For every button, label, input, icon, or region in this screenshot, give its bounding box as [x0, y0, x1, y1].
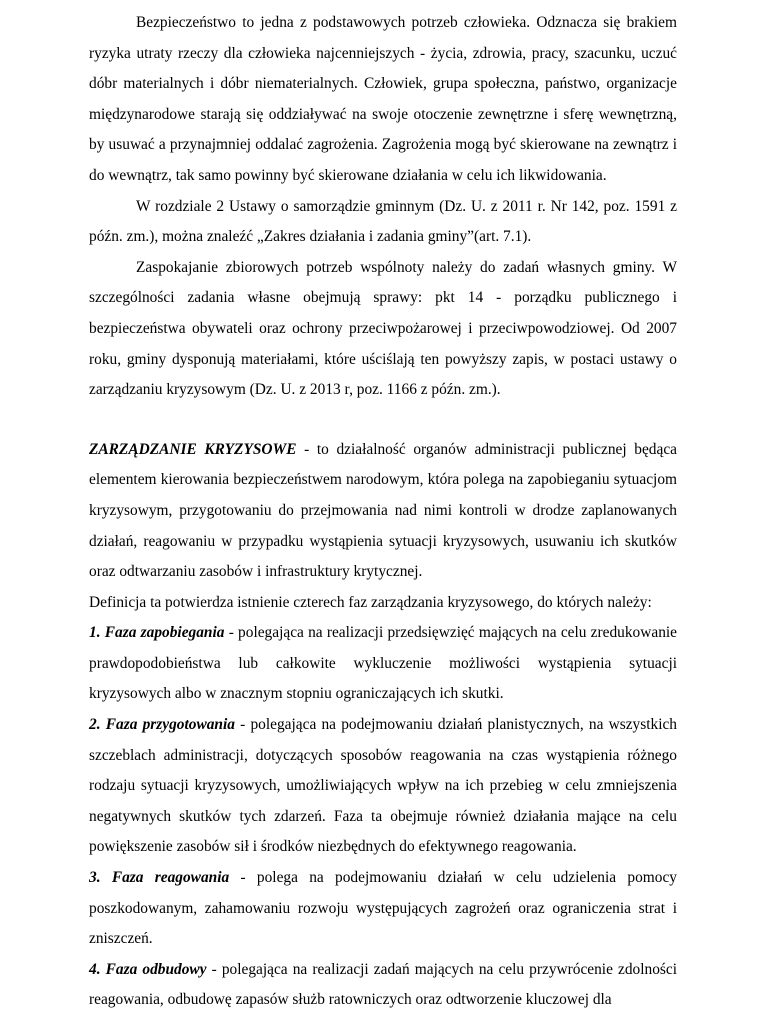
paragraph-act-chapter: W rozdziale 2 Ustawy o samorządzie gminnym (Dz. U. z 2011 r. Nr 142, poz. 1591 z późn. zm.), można znaleźć „Zakres działania i zadania gminy”(art. 7.1).	[89, 197, 677, 246]
document-page	[89, 8, 677, 1016]
definition-paragraph	[89, 435, 677, 588]
phase-text: - polegająca na realizacji zadań mających na celu przywrócenie zdolności reagowania, odbudowę zapasów służb ratowniczych oraz odtworzenie kluczowej dla	[89, 960, 677, 1009]
phases-intro: Definicja ta potwierdza istnienie czterech faz zarządzania kryzysowego, do których należy:	[89, 593, 652, 611]
phase-term: 4. Faza odbudowy	[89, 960, 207, 978]
phase-text: - polegająca na podejmowaniu działań planistycznych, na wszystkich szczeblach administracji, dotyczących sposobów reagowania na czas wystąpienia różnego rodzaju sytuacji kryzysowych, umożliwiających wpływ na ich przebieg w celu zmniejszenia negatywnych skutków tych zdarzeń. Faza ta obejmuje również działania mające na celu powiększenie zasobów sił i środków niezbędnych do efektywnego reagowania.	[89, 716, 677, 856]
phase-item-preparation	[89, 710, 677, 863]
phase-item-prevention	[89, 618, 677, 710]
phase-term: 1. Faza zapobiegania	[89, 624, 225, 642]
phase-item-recovery	[89, 955, 677, 1016]
paragraph-security: Bezpieczeństwo to jedna z podstawowych potrzeb człowieka. Odznacza się brakiem ryzyka utraty rzeczy dla człowieka najcenniejszych - życia, zdrowia, pracy, szacunku, uczuć dóbr materialnych i dóbr niematerialnych. Człowiek, grupa społeczna, państwo, organizacje międzynarodowe starają się oddziaływać na swoje otoczenie zewnętrzne i sferę wewnętrzną, by usuwać a przynajmniej oddalać zagrożenia. Zagrożenia mogą być skierowane na zewnątrz i do wewnątrz, tak samo powinny być skierowane działania w celu ich likwidowania.	[89, 14, 677, 184]
paragraph-spacer	[89, 406, 677, 435]
phase-term: 3. Faza reagowania	[89, 869, 230, 887]
phase-term: 2. Faza przygotowania	[89, 716, 235, 734]
phase-item-response	[89, 863, 677, 955]
paragraph-municipal-tasks: Zaspokajanie zbiorowych potrzeb wspólnoty należy do zadań własnych gminy. W szczególności zadania własne obejmują sprawy: pkt 14 - porządku publicznego i bezpieczeństwa obywateli oraz ochrony przeciwpożarowej i przeciwpowodziowej. Od 2007 roku, gminy dysponują materiałami, które uściślają ten powyższy zapis, w postaci ustawy o zarządzaniu kryzysowym (Dz. U. z 2013 r, poz. 1166 z późn. zm.).	[89, 258, 677, 399]
definition-text: - to działalność organów administracji publicznej będąca elementem kierowania bezpieczeństwem narodowym, która polega na zapobieganiu sytuacjom kryzysowym, przygotowaniu do przejmowania nad nimi kontroli w drodze zaplanowanych działań, reagowaniu w przypadku wystąpienia sytuacji kryzysowych, usuwaniu ich skutków oraz odtwarzaniu zasobów i infrastruktury krytycznej.	[89, 440, 677, 581]
phase-text: - polegająca na realizacji przedsięwzięć mających na celu zredukowanie prawdopodobieństwa lub całkowite wykluczenie możliwości wystąpienia sytuacji kryzysowych albo w znacznym stopniu ograniczających ich skutki.	[89, 624, 678, 703]
definition-term: ZARZĄDZANIE KRYZYSOWE	[89, 440, 297, 458]
phase-text: - polega na podejmowaniu działań w celu udzielenia pomocy poszkodowanym, zahamowaniu rozwoju występujących zagrożeń oraz ograniczenia strat i zniszczeń.	[89, 869, 677, 948]
